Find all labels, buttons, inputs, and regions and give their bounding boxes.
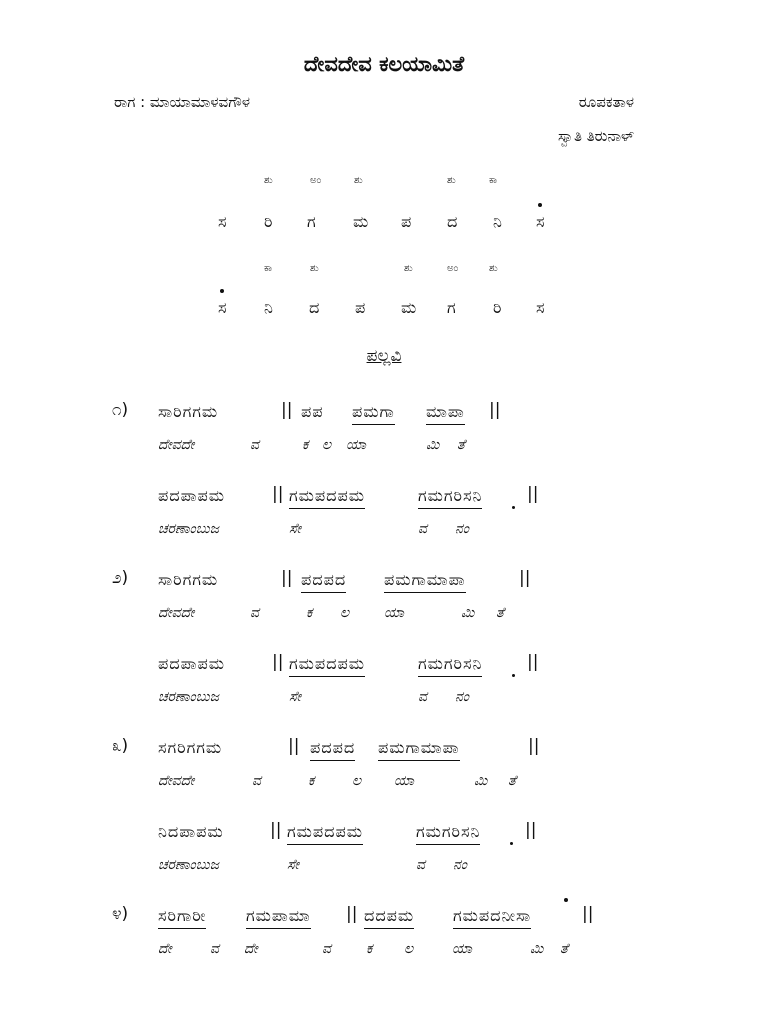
upper-octave-dot (564, 898, 568, 902)
lyric-syllable: ಮಿ (461, 605, 475, 621)
lyric-syllable: ಲ (352, 773, 362, 789)
swara-variant: ಶು (489, 263, 498, 274)
composer-label: ಸ್ವಾತಿ ತಿರುನಾಳ್ (558, 127, 634, 145)
swara: ಮ (401, 298, 417, 317)
swara-group: ಗಮಪದಪಮ (289, 486, 365, 509)
lyric-syllable: ಮಿ (474, 773, 488, 789)
bar-line: || (527, 484, 539, 504)
line-number: ೩) (112, 736, 129, 756)
lyric-syllable: ನಂ (453, 857, 467, 873)
lyric-syllable: ದೇವದೇ (158, 605, 195, 621)
lyric-syllable: ವ (416, 857, 425, 873)
line-number: ೪) (112, 904, 129, 924)
lyric-syllable: ತೆ (560, 941, 568, 957)
swara-group: ಪದಪಾಪಮ (158, 486, 225, 505)
lyric-syllable: ನಂ (455, 521, 469, 537)
bar-line: || (582, 904, 594, 924)
swara-variant: ಕಾ (264, 263, 273, 274)
lyric-syllable: ಮಿ (530, 941, 544, 957)
lyric-syllable: ವ (418, 521, 427, 537)
lyric-syllable: ಕ (308, 773, 315, 789)
bar-line: || (288, 736, 300, 756)
bar-line: || (272, 652, 284, 672)
bar-line: || (525, 820, 537, 840)
lyric-syllable: ಚರಣಾಂಬುಜ (158, 521, 220, 537)
swara-group: ಸಗರಿಗಗಮ (158, 738, 223, 757)
bar-line: || (528, 736, 540, 756)
swara-group: ಪದಪದ (310, 738, 355, 761)
swara: ದ (309, 298, 320, 317)
swara-group: ಗಮಪಾಮಾ (246, 906, 311, 929)
swara: ಮ (353, 212, 369, 231)
swara-variant: ಅಂ (447, 263, 459, 274)
swara-group: ಗಮಗರಿಸನಿ (418, 486, 482, 509)
bar-line: || (281, 400, 293, 420)
lyric-syllable: ಯಾ (394, 773, 414, 789)
lyric-syllable: ಚರಣಾಂಬುಜ (158, 689, 220, 705)
bar-line: || (489, 400, 501, 420)
swara: ಗ (447, 298, 456, 317)
bar-line: || (272, 484, 284, 504)
lyric-syllable: ಯಾ (346, 437, 366, 453)
lyric-syllable: ಸೇ (287, 857, 300, 873)
swara-group: ದದಪಮ (364, 906, 414, 929)
swara-group: ಪದಪಾಪಮ (158, 654, 225, 673)
lyric-syllable: ವ (322, 941, 331, 957)
bar-line: || (519, 568, 531, 588)
swara: ಸ (536, 298, 545, 317)
upper-octave-dot (538, 203, 542, 207)
lyric-syllable: ಲ (340, 605, 350, 621)
swara: ದ (447, 212, 458, 231)
swara-variant: ಅಂ (310, 175, 322, 186)
lyric-syllable: ಕ (306, 605, 313, 621)
swara-group: ಗಮಪದಪಮ (287, 822, 363, 845)
swara-group: ಸಾರಿಗಗಮ (158, 402, 219, 421)
lyric-syllable: ಸೇ (289, 521, 302, 537)
raga-label: ರಾಗ : ಮಾಯಾಮಾಳವಗೌಳ (114, 93, 251, 111)
bar-line: || (346, 904, 358, 924)
bar-line: || (527, 652, 539, 672)
swara-group: ಗಮಪದಪಮ (289, 654, 365, 677)
lyric-syllable: ಸೇ (289, 689, 302, 705)
swara-group: ಗಮಗರಿಸನಿ (418, 654, 482, 677)
swara-variant: ಶು (447, 175, 456, 186)
swara: ಸ (218, 212, 227, 231)
swara: ಪ (355, 298, 366, 317)
page-title: ದೇವದೇವ ಕಲಯಾಮಿತೆ (303, 52, 465, 76)
lyric-syllable: ಯಾ (384, 605, 404, 621)
lyric-syllable: ದೇ (244, 941, 258, 957)
lyric-syllable: ತೆ (457, 437, 465, 453)
swara-group: ಪಮಗಾಮಾಪಾ (378, 738, 460, 761)
lyric-syllable: ತೆ (508, 773, 516, 789)
lyric-syllable: ದೇ (158, 941, 172, 957)
swara: ಪ (401, 212, 412, 231)
swara-group: ಗಮಪದನೀಸಾ (453, 906, 531, 929)
swara: ಗ (307, 212, 316, 231)
lyric-syllable: ಚರಣಾಂಬುಜ (158, 857, 220, 873)
tara-swara (536, 212, 545, 232)
lyric-syllable: ಕ (302, 437, 309, 453)
lyric-syllable: ವ (252, 773, 261, 789)
swara-group: ಪಮಗಾಮಾಪಾ (384, 570, 466, 593)
bar-line: || (270, 820, 282, 840)
line-number: ೧) (112, 400, 129, 420)
lyric-syllable: ವ (418, 689, 427, 705)
swara-group: ಗಮಗರಿಸನಿ (416, 822, 480, 845)
swara: ಸ (218, 298, 227, 317)
swara-group: ಪಪ (301, 402, 324, 421)
swara: ನಿ (493, 212, 502, 231)
lyric-syllable: ಯಾ (452, 941, 472, 957)
section-title-text: ಪಲ್ಲವಿ (366, 346, 402, 366)
lower-octave-dot (512, 506, 515, 509)
swara: ಸ (536, 212, 545, 231)
swara-variant: ಶು (354, 175, 363, 186)
swara-variant: ಶು (264, 175, 273, 186)
lyric-syllable: ಮಿ (426, 437, 440, 453)
lyric-syllable: ವ (250, 437, 259, 453)
swara-group: ಮಾಪಾ (426, 402, 465, 425)
lyric-syllable: ಲ (404, 941, 414, 957)
lower-octave-dot (512, 674, 515, 677)
upper-octave-dot (220, 289, 224, 293)
swara: ರಿ (264, 212, 273, 231)
tala-label: ರೂಪಕತಾಳ (578, 93, 634, 111)
tara-swara (218, 298, 227, 318)
lyric-syllable: ದೇವದೇ (158, 773, 195, 789)
swara-group: ಸಾರಿಗಗಮ (158, 570, 219, 589)
lower-octave-dot (510, 842, 513, 845)
swara-group: ನಿದಪಾಪಮ (158, 822, 224, 841)
lyric-syllable: ವ (210, 941, 219, 957)
swara: ರಿ (493, 298, 502, 317)
section-title (0, 346, 768, 366)
lyric-syllable: ನಂ (455, 689, 469, 705)
bar-line: || (281, 568, 293, 588)
lyric-syllable: ತೆ (496, 605, 504, 621)
lyric-syllable: ವ (250, 605, 259, 621)
swara-group: ಪದಪದ (301, 570, 346, 593)
swara-variant: ಶು (310, 263, 319, 274)
swara-variant: ಕಾ (489, 175, 498, 186)
swara-group: ಪಮಗಾ (352, 402, 395, 425)
lyric-syllable: ಕ (366, 941, 373, 957)
swara-variant: ಶು (404, 263, 413, 274)
lyric-syllable: ದೇವದೇ (158, 437, 195, 453)
lyric-syllable: ಲ (322, 437, 332, 453)
line-number: ೨) (112, 568, 129, 588)
swara: ನಿ (264, 298, 273, 317)
swara-group: ಸರಿಗಾರೀ (158, 906, 206, 929)
